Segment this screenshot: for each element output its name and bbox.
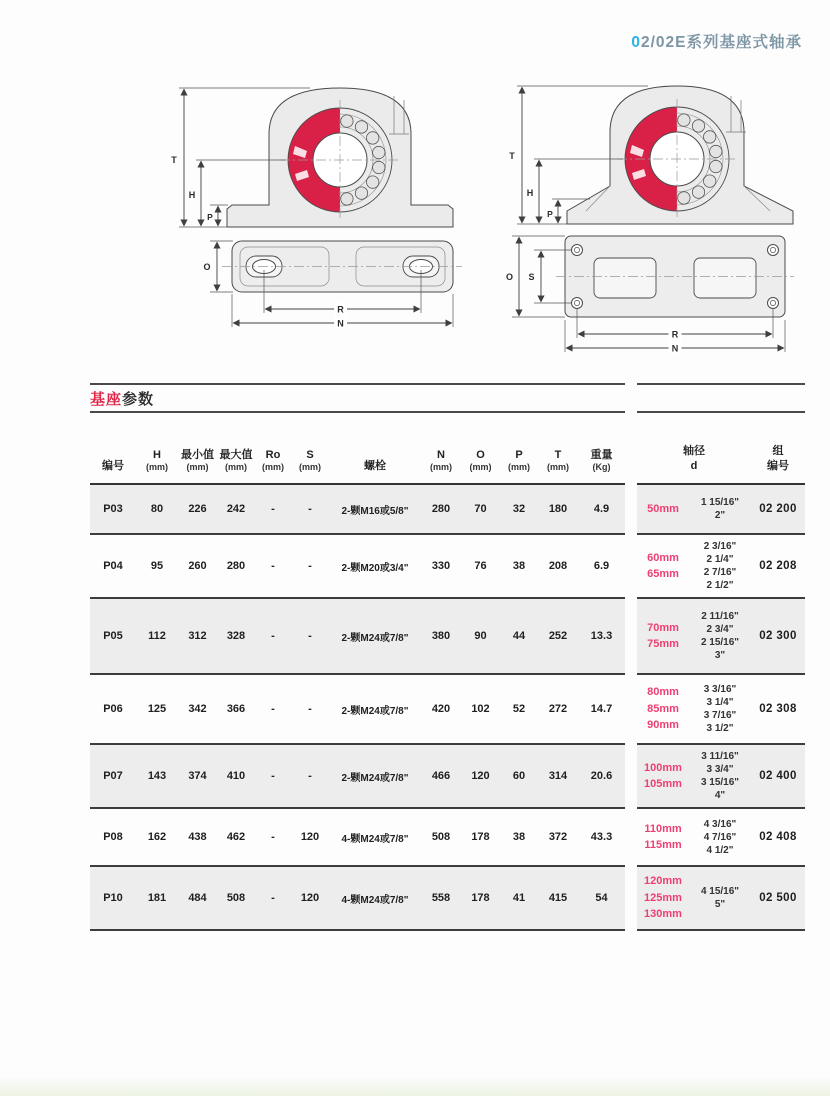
cell-o: 120 <box>471 770 490 782</box>
header-unit: (mm) <box>430 462 452 473</box>
cell-min: 260 <box>188 560 207 572</box>
shaft-inch-value: 3 3/16" <box>703 684 737 695</box>
col-header-max <box>217 413 255 483</box>
cell-ro: - <box>271 630 275 642</box>
header-unit: (mm) <box>299 462 321 473</box>
cell-weight: 43.3 <box>590 831 613 843</box>
cell-shaft-mm <box>637 550 689 583</box>
cell-t: 415 <box>548 892 568 904</box>
cell-p: 60 <box>512 770 526 782</box>
table-row <box>90 485 805 535</box>
cell-n: 280 <box>431 503 451 515</box>
header-unit: d <box>690 460 698 473</box>
cell-t: 180 <box>548 503 568 515</box>
cell-max: 242 <box>226 503 246 515</box>
cell-n: 380 <box>431 630 451 642</box>
header-unit: 编号 <box>767 460 789 473</box>
dim-label-h: H <box>188 190 196 200</box>
cell-p: 32 <box>512 503 526 515</box>
page-title <box>631 30 802 52</box>
cell-id: P07 <box>103 770 123 782</box>
dim-label-n: N <box>337 318 344 329</box>
column-gap <box>625 867 637 931</box>
shaft-mm-value: 120mm <box>644 875 682 888</box>
shaft-mm-value: 65mm <box>647 568 679 580</box>
shaft-inch-value: 4 3/16" <box>703 818 737 830</box>
shaft-inch-value: 3 3/4" <box>706 764 734 775</box>
header-unit: (mm) <box>146 462 168 473</box>
cell-id: P04 <box>103 560 123 572</box>
shaft-mm-value: 90mm <box>647 719 679 732</box>
shaft-inch-value: 3 7/16" <box>703 710 737 721</box>
row-main <box>90 745 625 809</box>
shaft-mm-value: 110mm <box>644 822 682 835</box>
shaft-inch-value: 3 1/4" <box>706 697 734 708</box>
cell-s: - <box>308 503 312 515</box>
cell-s: 120 <box>300 892 320 904</box>
bottom-view <box>556 236 794 317</box>
cell-n: 330 <box>431 560 451 572</box>
header-unit: (mm) <box>225 462 247 473</box>
table-row <box>90 745 805 809</box>
cell-max: 462 <box>226 831 246 843</box>
cell-n: 558 <box>431 892 451 904</box>
cell-shaft-mm <box>637 873 689 923</box>
cell-t: 272 <box>548 703 568 715</box>
cell-max: 366 <box>226 703 246 715</box>
column-gap <box>625 809 637 867</box>
side-header-0 <box>637 413 751 483</box>
dim-label-r: R <box>337 304 344 315</box>
cell-o: 70 <box>474 503 487 515</box>
header-unit: (mm) <box>469 462 492 473</box>
cell-shaft-inch <box>689 540 751 592</box>
shaft-mm-value: 85mm <box>647 702 679 715</box>
cell-min: 438 <box>188 831 207 843</box>
cell-id: P08 <box>103 831 123 843</box>
top-rule <box>90 383 805 385</box>
shaft-inch-value: 2 1/2" <box>706 580 734 591</box>
cell-h: 125 <box>147 703 167 715</box>
cell-ro: - <box>271 560 275 572</box>
cell-n: 466 <box>431 770 451 782</box>
shaft-mm-value: 75mm <box>647 638 679 650</box>
cell-group-number: 02 300 <box>759 630 797 642</box>
cell-max: 280 <box>226 560 246 572</box>
shaft-inch-value: 4 15/16" <box>700 886 740 897</box>
cell-bolt: 2-颗M24或7/8" <box>341 705 409 717</box>
cell-bolt: 4-颗M24或7/8" <box>341 833 409 845</box>
row-side <box>637 675 805 745</box>
cell-ro: - <box>271 503 275 515</box>
cell-bolt: 2-颗M20或3/4" <box>341 562 409 574</box>
dim-label-h: H <box>526 188 534 198</box>
cell-s: - <box>308 630 312 642</box>
table-header-main <box>90 413 625 485</box>
cell-max: 410 <box>226 770 246 782</box>
cell-h: 80 <box>150 503 164 515</box>
shaft-mm-value: 115mm <box>644 839 682 851</box>
cell-ro: - <box>271 831 275 843</box>
section-title-black: 参数 <box>122 390 155 408</box>
cell-weight: 13.3 <box>590 630 613 642</box>
cell-weight: 14.7 <box>590 703 613 715</box>
cell-o: 102 <box>471 703 490 715</box>
shaft-mm-value: 60mm <box>647 551 679 564</box>
cell-id: P03 <box>103 503 123 515</box>
dim-label-p: P <box>547 209 553 219</box>
cell-p: 38 <box>512 560 526 572</box>
header-label: O <box>476 448 485 461</box>
cell-bolt: 2-颗M24或7/8" <box>341 772 409 784</box>
dim-label-t: T <box>509 151 515 161</box>
cell-shaft-inch <box>689 496 751 522</box>
cell-min: 374 <box>188 770 207 782</box>
header-label: 组 <box>772 445 784 458</box>
cell-shaft-mm <box>637 684 689 734</box>
shaft-inch-value: 4 7/16" <box>703 831 737 843</box>
cell-ro: - <box>271 770 275 782</box>
bottom-view <box>222 241 462 292</box>
cell-weight: 54 <box>595 892 608 904</box>
section-title <box>90 388 154 409</box>
table-row <box>90 599 805 675</box>
shaft-mm-value: 130mm <box>644 908 682 921</box>
col-header-p <box>500 413 538 483</box>
shaft-inch-value: 3" <box>714 650 726 661</box>
cell-o: 178 <box>471 831 490 843</box>
cell-group-number: 02 500 <box>759 892 797 904</box>
shaft-inch-value: 2 3/16" <box>703 541 737 552</box>
cell-p: 38 <box>512 831 526 843</box>
cell-n: 420 <box>431 703 451 715</box>
front-view <box>227 88 453 227</box>
cell-min: 312 <box>188 630 207 642</box>
cell-s: - <box>308 703 312 715</box>
dim-label-o: O <box>203 262 211 272</box>
cell-t: 314 <box>548 770 568 782</box>
shaft-inch-value: 3 1/2" <box>706 723 734 734</box>
header-label: 轴径 <box>683 445 705 458</box>
cell-t: 372 <box>548 831 568 843</box>
cell-min: 484 <box>188 892 207 904</box>
table-body <box>90 485 805 931</box>
cell-id: P06 <box>103 703 123 715</box>
cell-o: 178 <box>471 892 490 904</box>
header-label: 编号 <box>102 460 124 473</box>
cell-s: - <box>308 560 312 572</box>
header-label: 螺栓 <box>364 460 386 473</box>
dim-label-t: T <box>171 155 177 165</box>
table-header-side <box>637 413 805 485</box>
shaft-inch-value: 4 1/2" <box>706 844 734 856</box>
cell-h: 112 <box>148 630 166 642</box>
dim-label-n: N <box>671 343 679 354</box>
header-unit: (mm) <box>186 462 209 473</box>
cell-bolt: 2-颗M24或7/8" <box>341 632 409 644</box>
cell-group-number: 02 408 <box>759 831 797 843</box>
section-title-red: 基座 <box>90 390 123 408</box>
cell-bolt: 2-颗M16或5/8" <box>341 505 409 517</box>
shaft-mm-value: 70mm <box>647 621 679 634</box>
col-header-weight <box>578 413 625 483</box>
cell-weight: 4.9 <box>593 503 610 515</box>
shaft-inch-value: 3 15/16" <box>700 777 740 788</box>
footer-strip <box>0 1076 830 1096</box>
header-unit: (mm) <box>262 462 284 473</box>
cell-shaft-inch <box>689 885 751 911</box>
row-side <box>637 535 805 599</box>
dim-label-p: P <box>207 212 213 222</box>
cell-min: 226 <box>188 503 207 515</box>
row-side <box>637 809 805 867</box>
cell-o: 76 <box>474 560 487 572</box>
dim-label-s: S <box>528 272 535 282</box>
header-unit: (mm) <box>547 462 569 473</box>
cell-h: 143 <box>147 770 167 782</box>
shaft-mm-value: 125mm <box>644 891 682 904</box>
col-header-min <box>178 413 217 483</box>
shaft-mm-value: 105mm <box>644 778 682 790</box>
shaft-inch-value: 5" <box>714 899 726 910</box>
row-main <box>90 809 625 867</box>
cell-group-number: 02 308 <box>759 703 797 715</box>
cell-h: 95 <box>150 560 164 572</box>
dim-label-o: O <box>505 272 514 282</box>
cell-max: 508 <box>226 892 246 904</box>
row-side <box>637 599 805 675</box>
header-label: T <box>554 448 562 461</box>
cell-p: 52 <box>512 703 526 715</box>
side-header-1 <box>751 413 805 483</box>
cell-shaft-mm <box>637 501 689 518</box>
row-main <box>90 599 625 675</box>
col-header-n <box>421 413 461 483</box>
table-row <box>90 535 805 599</box>
page-title-accent: 0 <box>631 34 641 51</box>
cell-weight: 20.6 <box>590 770 613 782</box>
column-gap <box>625 535 637 599</box>
header-label: S <box>306 448 314 461</box>
cell-shaft-inch <box>689 750 751 802</box>
cell-h: 181 <box>147 892 167 904</box>
header-unit: (mm) <box>508 462 530 473</box>
cell-p: 41 <box>512 892 526 904</box>
header-label: H <box>153 448 161 461</box>
table-row <box>90 809 805 867</box>
row-side <box>637 745 805 809</box>
col-header-t <box>538 413 578 483</box>
shaft-mm-value: 80mm <box>647 686 679 699</box>
cell-shaft-inch <box>689 683 751 735</box>
shaft-inch-value: 2 15/16" <box>700 637 740 648</box>
cell-bolt: 4-颗M24或7/8" <box>341 894 409 906</box>
column-gap <box>625 675 637 745</box>
cell-group-number: 02 200 <box>759 503 797 515</box>
cell-shaft-mm <box>637 760 689 793</box>
header-label: Ro <box>265 448 281 461</box>
cell-shaft-mm <box>637 620 689 653</box>
shaft-inch-value: 2 3/4" <box>706 624 734 635</box>
col-header-bolt <box>329 413 421 483</box>
two-bolt-pillow-block-drawing <box>160 72 470 340</box>
col-header-o <box>461 413 500 483</box>
cell-ro: - <box>271 892 275 904</box>
shaft-inch-value: 3 11/16" <box>701 751 739 762</box>
dim-label-r: R <box>671 329 679 340</box>
header-label: N <box>437 448 445 461</box>
row-side <box>637 867 805 931</box>
column-gap <box>625 599 637 675</box>
cell-group-number: 02 400 <box>759 770 797 782</box>
shaft-inch-value: 2 11/16" <box>701 611 739 622</box>
column-gap <box>625 485 637 535</box>
cell-ro: - <box>271 703 275 715</box>
cell-o: 90 <box>474 630 487 642</box>
header-unit: (Kg) <box>592 462 611 473</box>
table-header-row <box>90 413 805 485</box>
parameter-table <box>90 383 805 931</box>
shaft-inch-value: 2 7/16" <box>703 567 737 578</box>
cell-s: 120 <box>300 831 320 843</box>
cell-n: 508 <box>431 831 451 843</box>
row-main <box>90 675 625 745</box>
cell-max: 328 <box>226 630 246 642</box>
cell-shaft-inch <box>689 610 751 662</box>
col-header-id <box>90 413 136 483</box>
col-header-ro <box>255 413 291 483</box>
row-side <box>637 485 805 535</box>
cell-id: P05 <box>103 630 123 642</box>
front-view <box>567 86 793 224</box>
page-title-text: 2/02E系列基座式轴承 <box>640 34 802 51</box>
row-main <box>90 485 625 535</box>
row-main <box>90 867 625 931</box>
table-row <box>90 675 805 745</box>
cell-t: 208 <box>548 560 568 572</box>
header-label: 最小值 <box>181 448 214 461</box>
header-label: P <box>515 448 523 461</box>
shaft-inch-value: 1 15/16" <box>700 497 740 508</box>
col-header-h <box>136 413 178 483</box>
col-header-s <box>291 413 329 483</box>
cell-t: 252 <box>548 630 568 642</box>
four-bolt-pillow-block-drawing <box>498 74 798 359</box>
column-gap <box>625 745 637 809</box>
cell-shaft-mm <box>637 821 689 854</box>
cell-h: 162 <box>147 831 167 843</box>
cell-p: 44 <box>512 630 526 642</box>
cell-group-number: 02 208 <box>759 560 797 572</box>
row-main <box>90 535 625 599</box>
cell-s: - <box>308 770 312 782</box>
header-label: 最大值 <box>219 448 253 461</box>
shaft-inch-value: 2" <box>714 510 726 521</box>
cell-weight: 6.9 <box>593 560 610 572</box>
cell-shaft-inch <box>689 818 751 857</box>
shaft-inch-value: 2 1/4" <box>706 554 734 565</box>
header-label: 重量 <box>590 448 613 461</box>
table-row <box>90 867 805 931</box>
shaft-mm-value: 50mm <box>647 502 679 515</box>
shaft-mm-value: 100mm <box>644 761 682 774</box>
cell-id: P10 <box>103 892 123 904</box>
cell-min: 342 <box>188 703 207 715</box>
shaft-inch-value: 4" <box>714 790 726 801</box>
